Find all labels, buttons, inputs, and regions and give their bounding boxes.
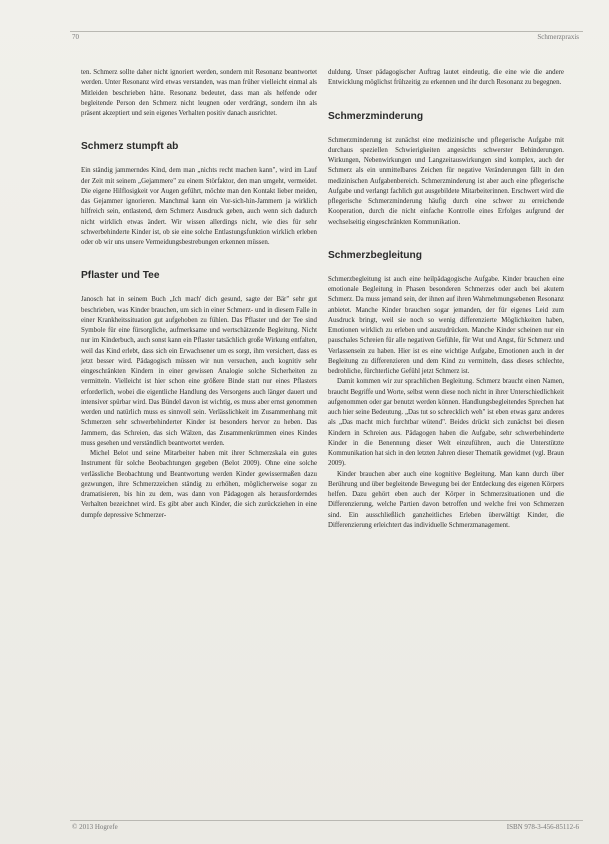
body-paragraph: duldung. Unser pädagogischer Auftrag lautet eindeutig, die eine wie die andere Entwicklung möglichst frühzeitig zu erkennen und ihr durch Resonanz zu begegnen. [328,69,564,87]
section-heading: Pflaster und Tee [81,270,160,282]
header-rule [70,31,583,32]
footer-rule [70,820,583,821]
footer-isbn: ISBN 978-3-456-85112-6 [506,823,579,831]
section-heading: Schmerzminderung [328,110,424,122]
right-column [328,68,564,531]
body-paragraph: Janosch hat in seinem Buch „Ich mach' dich gesund, sagte der Bär" sehr gut beschrieben, was Kinder brauchen, um sich in einer Schmerz- und in diesem Falle in einer Krankheitssituation gut aufgehoben zu fühlen. Das Pflaster und der Tee sind Symbole für eine fürsorgliche, aufmerksame und wertschätzende Begleitung. Nicht nur im Kinderbuch, auch sonst kann ein Pflaster tatsächlich große Wirkung entfalten, weil das Kind erlebt, dass sich ein Erwachsener um es sorgt, ihm versichert, dass es jetzt besser wird. Pädagogisch müssen wir nun versuchen, auch kognitiv sehr eingeschränkten Kindern in einer gewissen Analogie solche Sicherheiten zu vermitteln. Vielleicht ist hier schon eine größere Binde statt nur eines Pflasters erforderlich, wobei die eigentliche Handlung des Versorgens auch länger dauert und intensiver spürbar wird. Das Bündel davon ist wichtig, es muss aber ernst genommen werden und natürlich muss es sinnvoll sein. Verlässlichkeit im Zusammenhang mit Schmerzen sehr schwerbehinderter Kinder ist besonders hervor zu heben. Das Jammern, das Schreien, das sich Wälzen, das Zusammenkrümmen eines Kindes muss gesehen und verständlich beantwortet werden. [81,296,317,447]
page-number: 70 [72,33,79,41]
footer-copyright: © 2013 Hogrefe [72,823,118,831]
section-heading: Schmerzbegleitung [328,249,422,261]
running-head: Schmerzpraxis [537,33,579,41]
body-paragraph: Ein ständig jammerndes Kind, dem man „nichts recht machen kann", wird im Lauf der Zeit mit seinem „Gejammere" zu einem Störfaktor, den man umgeht, vermeidet. Die eigene Hilflosigkeit vor Augen geführt, möchte man den Kontakt lieber meiden, das Gejammer ignorieren. Manchmal kann ein Vor-sich-hin-Jammern ja wirklich hilfreich sein, entlastend, dem Schmerz Ausdruck geben, auch wenn sich dadurch nicht wirklich etwas ändert. Wir wissen allerdings nicht, wie dies für sehr schwerbehinderte Kinder ist, ob sie eine solche Entlastungsfunktion wirklich erleben oder ob wir uns unsere Vermeidungsbestrebungen erkennen müssen. [81,167,317,246]
body-paragraph: Michel Belot und seine Mitarbeiter haben mit ihrer Schmerzskala ein gutes Instrument für solche Beobachtungen gegeben (Belot 2009). Ohne eine solche verlässliche Beobachtung und Beantwortung werden Kinder gewissermaßen dazu gezwungen, ihre Schmerzzeichen ständig zu erhöhen, möglicherweise sogar zu dramatisieren, bis hin zu dem, was dann von Pädagogen als herausforderndes Verhalten bezeichnet wird. Es gibt aber auch Kinder, die sich zurückziehen in eine dumpfe depressive Schmerzer- [81,450,317,519]
body-paragraph: Kinder brauchen aber auch eine kognitive Begleitung. Man kann durch über Berührung und über begleitende Bewegung bei der Entdeckung des eigenen Körpers helfen. Dazu gehört eben auch der Körper in Schmerzsituationen und die Differenzierung, welche Partien davon betroffen und welche frei von Schmerzen sind. Ein ausschließlich ganzheitliches Erleben überwältigt Kinder, die Differenzierung erleichtert das individuelle Schmerzmanagement. [328,470,564,529]
body-paragraph: Damit kommen wir zur sprachlichen Begleitung. Schmerz braucht einen Namen, braucht Begriffe und Worte, selbst wenn diese noch nicht in ihrer Unterschiedlichkeit aufgenommen oder gar benutzt werden können. Handlungsbegleitendes Sprechen hat auch hier seine Bedeutung. „Das tut so schrecklich weh" ist eben etwas ganz anderes als „Das macht mich furchtbar wütend". Beides drückt sich zunächst bei diesen Kindern in Schreien aus. Pädagogen haben die Aufgabe, sehr schwerbehinderte Kinder in die Benennung dieser Welt einzuführen, auch die Unterstützte Kommunikation hat sich in den letzten Jahren dieser Thematik gewidmet (vgl. Braun 2009). [328,378,564,468]
left-column [81,68,317,521]
body-paragraph: Schmerzbegleitung ist auch eine heilpädagogische Aufgabe. Kinder brauchen eine emotionale Begleitung in Phasen besonderen Schmerzes oder auch bei akutem Schmerz. Da muss jemand sein, der ihnen auf ihren Wahrnehmungsebenen Resonanz anbietet. Manche Kinder brauchen sogar jemanden, der für eigenes Leid zum Ausdruck bringt, weil sie noch so wenig differenzierte Möglichkeiten haben, Emotionen wirklich zu erleben und auszudrücken. Manche Kinder scheinen nur ein pauschales Schreien für alle negativen Gefühle, für Wut und Angst, für Schmerz und Verlassensein zu haben. Hier ist es eine wichtige Aufgabe, Emotionen auch in der Begleitung zu differenzieren und dem Kind zu vermitteln, dass dieses schlechte, bedrohliche, fürchterliche Gefühl jetzt Schmerz ist. [328,275,564,375]
section-heading: Schmerz stumpft ab [81,141,179,153]
body-paragraph: Schmerzminderung ist zunächst eine medizinische und pflegerische Aufgabe mit durchaus speziellen Schwierigkeiten angesichts schwerster Behinderungen. Wirkungen, Nebenwirkungen und Langzeitauswirkungen sind komplex, auch der Schmerz als ein unmittelbares Zeichen für negative Veränderungen fällt in den medizinischen Aufgabenbereich. Schmerzminderung ist aber auch eine pflegerische Aufgabe und verlangt fachlich gut ausgebildete Mitarbeiterinnen. Erschwert wird die pflegerische Schmerzminderung häufig durch eine schwer zu erreichende Kooperation, durch die nicht einfache Kontrolle eines Erfolges aufgrund der wechselseitig eingeschränkten Kommunikation. [328,136,564,226]
body-paragraph: ten. Schmerz sollte daher nicht ignoriert werden, sondern mit Resonanz beantwortet werden. Unter Resonanz wird etwas verstanden, was man früher vielleicht einmal als Mitleiden beschrieben hätte. Resonanz bedeutet, dass man als helfende oder begleitende Person den Schmerz nicht leugnen oder verdrängt, sondern ihn als präsent akzeptiert und sein eigenes Verhalten positiv danach ausrichtet. [81,69,317,117]
